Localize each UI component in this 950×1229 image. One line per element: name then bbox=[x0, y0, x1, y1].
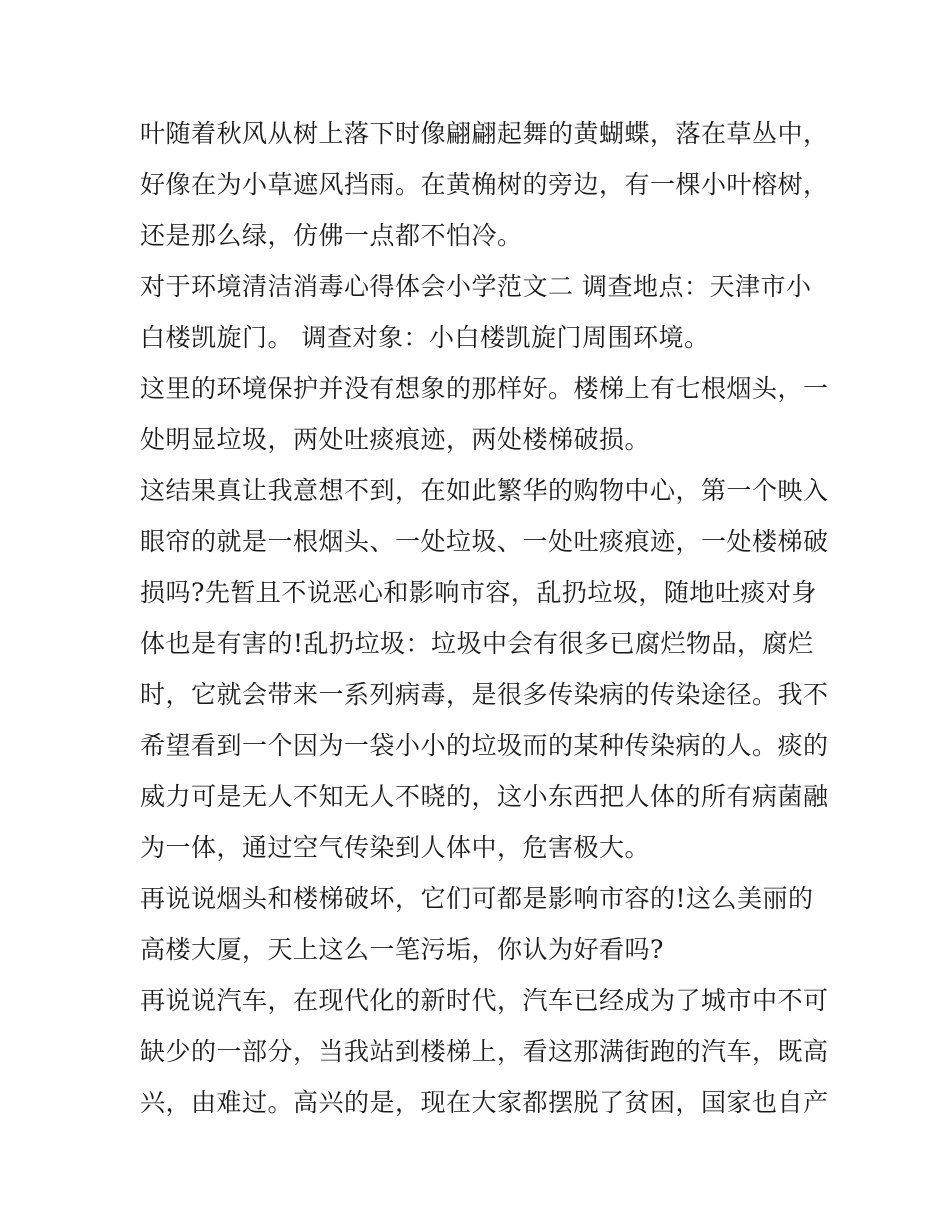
text-line: 损吗?先暂且不说恶心和影响市容，乱扔垃圾，随地吐痰对身 bbox=[140, 578, 817, 607]
text-line: 这里的环境保护并没有想象的那样好。楼梯上有七根烟头，一 bbox=[140, 374, 829, 403]
text-line: 时，它就会带来一系列病毒，是很多传染病的传染途径。我不 bbox=[140, 680, 829, 709]
text-line: 处明显垃圾，两处吐痰痕迹，两处楼梯破损。 bbox=[140, 425, 651, 454]
text-line: 再说说烟头和楼梯破坏，它们可都是影响市容的!这么美丽的 bbox=[140, 884, 814, 913]
text-line: 缺少的一部分，当我站到楼梯上，看这那满街跑的汽车，既高 bbox=[140, 1037, 829, 1066]
text-line: 高楼大厦，天上这么一笔污垢，你认为好看吗? bbox=[140, 935, 664, 964]
text-line: 还是那么绿，仿佛一点都不怕冷。 bbox=[140, 221, 523, 250]
text-line: 威力可是无人不知无人不晓的，这小东西把人体的所有病菌融 bbox=[140, 782, 829, 811]
text-line: 再说说汽车，在现代化的新时代，汽车已经成为了城市中不可 bbox=[140, 986, 829, 1015]
text-line: 叶随着秋风从树上落下时像翩翩起舞的黄蝴蝶，落在草丛中， bbox=[140, 119, 829, 148]
text-line: 希望看到一个因为一袋小小的垃圾而的某种传染病的人。痰的 bbox=[140, 731, 829, 760]
text-line: 白楼凯旋门。 调查对象：小白楼凯旋门周围环境。 bbox=[140, 323, 710, 352]
body-text bbox=[140, 108, 829, 1128]
text-line: 好像在为小草遮风挡雨。在黄桷树的旁边，有一棵小叶榕树， bbox=[140, 170, 829, 199]
text-line: 兴，由难过。高兴的是，现在大家都摆脱了贫困，国家也自产 bbox=[140, 1088, 829, 1117]
text-line: 为一体，通过空气传染到人体中，危害极大。 bbox=[140, 833, 651, 862]
text-line: 体也是有害的!乱扔垃圾：垃圾中会有很多已腐烂物品，腐烂 bbox=[140, 629, 814, 658]
text-line: 这结果真让我意想不到，在如此繁华的购物中心，第一个映入 bbox=[140, 476, 829, 505]
text-line: 眼帘的就是一根烟头、一处垃圾、一处吐痰痕迹，一处楼梯破 bbox=[140, 527, 829, 556]
text-line: 对于环境清洁消毒心得体会小学范文二 调查地点：天津市小 bbox=[140, 272, 812, 301]
